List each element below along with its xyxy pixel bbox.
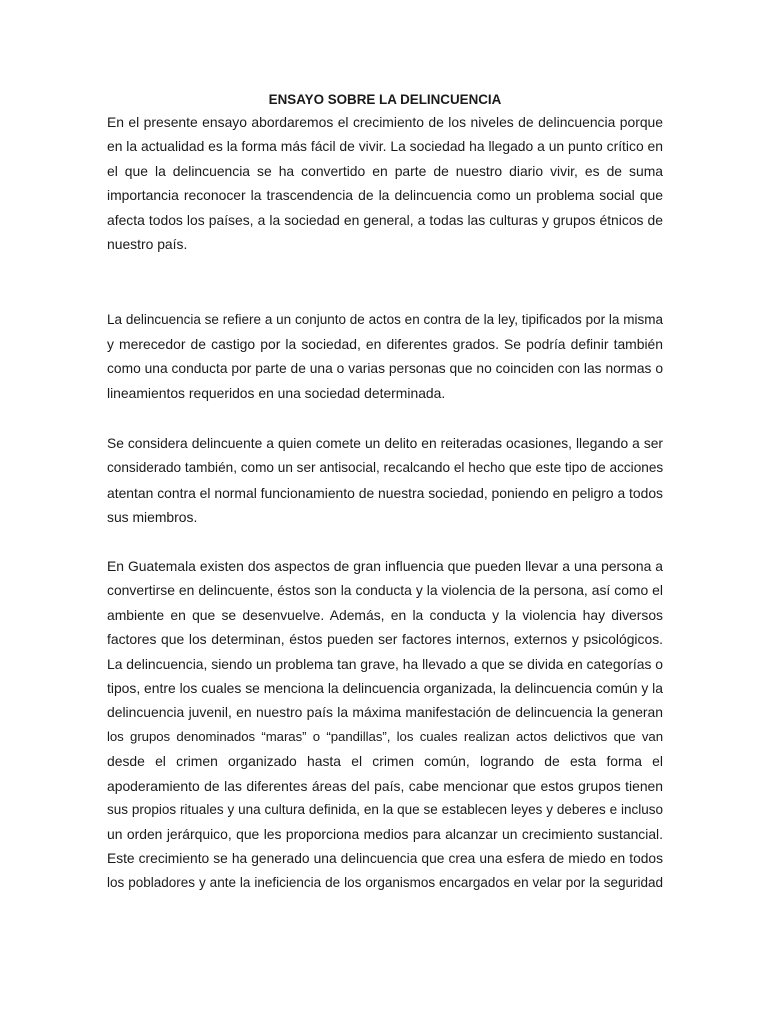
paragraph-1 [107, 110, 663, 256]
text-line: sus propios rituales y una cultura definida, en la que se establecen leyes y deberes e incluso [107, 801, 663, 817]
text-line: nuestro país. [107, 235, 188, 252]
text-line: considerado también, como un ser antisocial, recalcando el hecho que este tipo de acciones [107, 460, 663, 476]
text-line: tipos, entre los cuales se menciona la delincuencia organizada, la delincuencia común y la [107, 679, 663, 696]
text-line: los pobladores y ante la ineficiencia de los organismos encargados en velar por la seguridad [107, 875, 663, 891]
text-line: Se considera delincuente a quien comete un delito en reiteradas ocasiones, llegando a ser [107, 436, 663, 451]
text-line: La delincuencia, siendo un problema tan grave, ha llevado a que se divida en categorías o [107, 655, 663, 672]
paragraph-3 [107, 432, 663, 530]
text-line: los grupos denominados “maras” o “pandillas”, los cuales realizan actos delictivos que van [107, 728, 663, 744]
text-line: el que la delincuencia se ha convertido en parte de nuestro diario vivir, es de suma [107, 162, 663, 179]
text-line: desde el crimen organizado hasta el crimen común, logrando de esta forma el [107, 753, 663, 770]
text-line: apoderamiento de las diferentes áreas del país, cabe mencionar que estos grupos tienen [107, 777, 663, 794]
document-title: ENSAYO SOBRE LA DELINCUENCIA [268, 92, 502, 107]
text-line: importancia reconocer la trascendencia de la delincuencia como un problema social que [107, 187, 663, 204]
text-line: afecta todos los países, a la sociedad en general, a todas las culturas y grupos étnicos de [107, 211, 663, 228]
text-line: en la actualidad es la forma más fácil de vivir. La sociedad ha llegado a un punto crítico en [107, 138, 663, 155]
text-line: Este crecimiento se ha generado una delincuencia que crea una esfera de miedo en todos [107, 850, 663, 866]
text-line: como una conducta por parte de una o varias personas que no coinciden con las normas o [107, 360, 663, 376]
paragraph-2 [107, 308, 663, 406]
text-line: atentan contra el normal funcionamiento de nuestra sociedad, poniendo en peligro a todos [107, 484, 663, 501]
text-line: delincuencia juvenil, en nuestro país la máxima manifestación de delincuencia la generan [107, 704, 663, 721]
text-line: La delincuencia se refiere a un conjunto de actos en contra de la ley, tipificados por la misma [107, 312, 663, 327]
text-line: factores que los determinan, éstos pueden ser factores internos, externos y psicológicos. [107, 631, 663, 648]
text-line: convertirse en delincuente, éstos son la conducta y la violencia de la persona, así como el [107, 582, 663, 599]
text-line: En el presente ensayo abordaremos el crecimiento de los niveles de delincuencia porque [107, 114, 663, 130]
text-line: En Guatemala existen dos aspectos de gran influencia que pueden llevar a una persona a [107, 558, 663, 574]
text-line: ambiente en que se desenvuelve. Además, en la conducta y la violencia hay diversos [107, 606, 663, 623]
paragraph-4 [107, 554, 663, 895]
text-line: lineamientos requeridos en una sociedad determinada. [107, 385, 446, 402]
text-line: un orden jerárquico, que les proporciona medios para alcanzar un crecimiento sustancial. [107, 826, 663, 843]
text-line: y merecedor de castigo por la sociedad, en diferentes grados. Se podría definir también [107, 336, 663, 353]
text-line: sus miembros. [107, 509, 198, 526]
